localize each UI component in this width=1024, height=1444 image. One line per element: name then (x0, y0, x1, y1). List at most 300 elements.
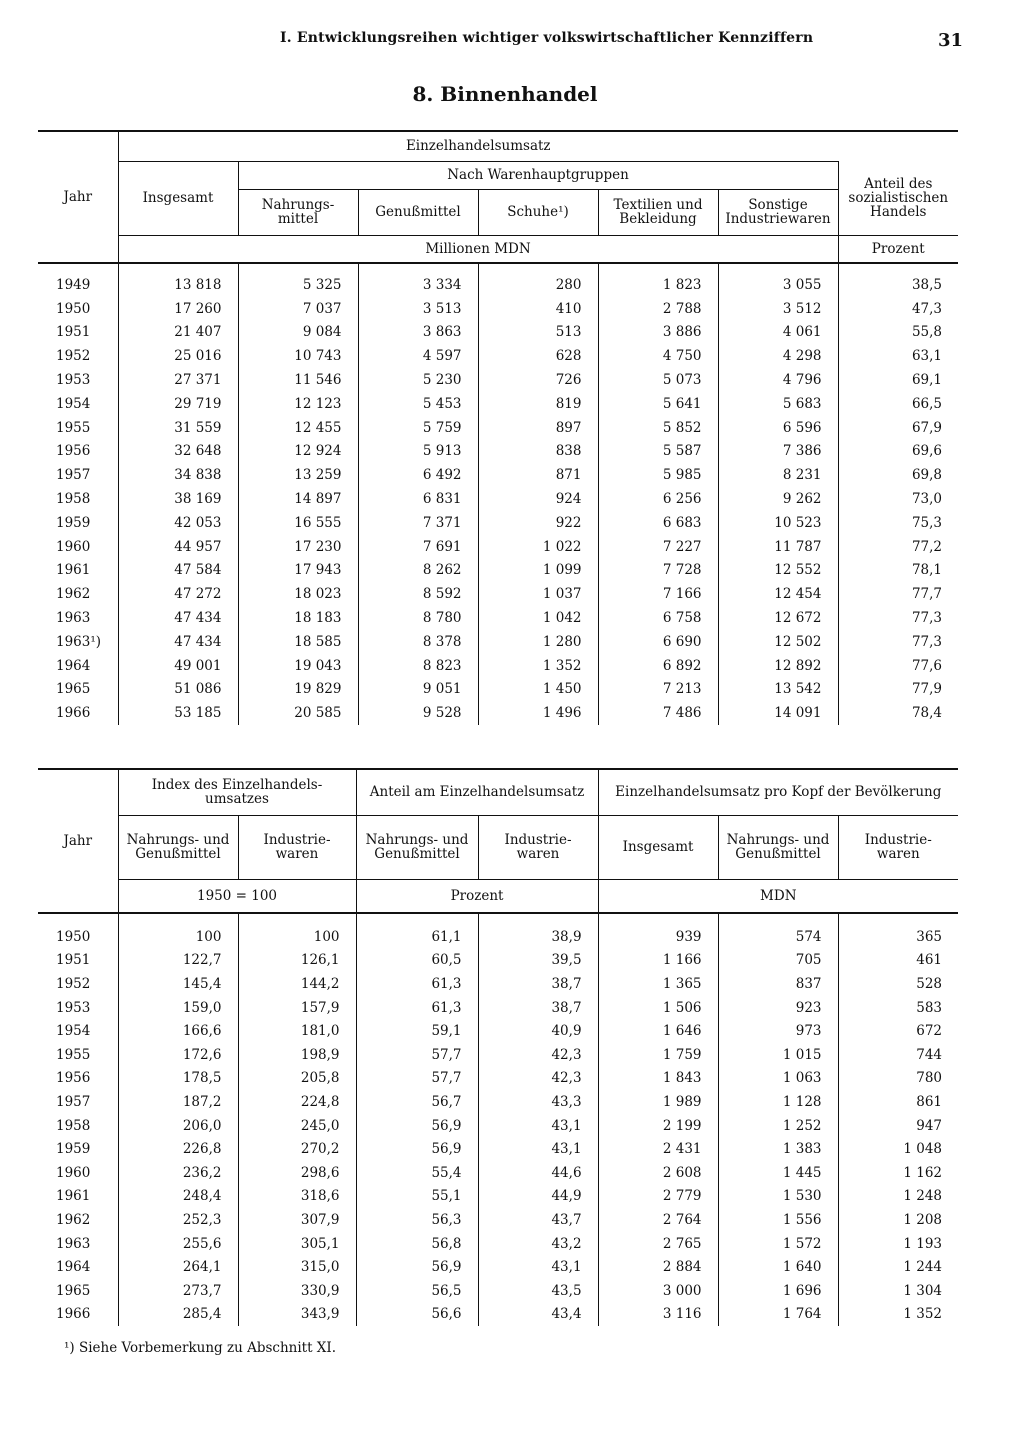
table-row (38, 1279, 958, 1303)
value-cell: 38 169 (118, 487, 238, 511)
group-einzelhandelsumsatz-header: Einzelhandelsumsatz (118, 131, 838, 161)
value-cell: 1 166 (598, 949, 718, 973)
year-cell: 1965 (56, 1282, 91, 1299)
value-cell: 726 (478, 368, 598, 392)
value-cell: 1 015 (718, 1043, 838, 1067)
value-cell: 56,5 (356, 1279, 478, 1303)
value-cell: 181,0 (238, 1019, 356, 1043)
value-cell: 38,5 (838, 273, 958, 297)
value-cell: 16 555 (238, 511, 358, 535)
value-cell: 1 352 (838, 1303, 958, 1327)
value-cell: 410 (478, 297, 598, 321)
value-cell: 53 185 (118, 701, 238, 725)
value-cell: 3 513 (358, 297, 478, 321)
value-cell: 12 502 (718, 630, 838, 654)
value-cell: 5 230 (358, 368, 478, 392)
value-cell: 18 585 (238, 630, 358, 654)
year-cell: 1959 (56, 514, 91, 531)
value-cell: 44 957 (118, 535, 238, 559)
value-cell: 55,8 (838, 321, 958, 345)
value-cell: 13 259 (238, 463, 358, 487)
value-cell: 73,0 (838, 487, 958, 511)
value-cell: 1 496 (478, 701, 598, 725)
year-cell: 1961 (56, 1188, 91, 1205)
unit-index-base: 1950 = 100 (118, 879, 356, 913)
col-anteil-industrie-header: Industrie- waren (478, 815, 598, 879)
value-cell: 17 230 (238, 535, 358, 559)
value-cell: 1 280 (478, 630, 598, 654)
footnote: ¹) Siehe Vorbemerkung zu Abschnitt XI. (64, 1340, 337, 1356)
value-cell: 705 (718, 949, 838, 973)
table-row (38, 1161, 958, 1185)
value-cell: 1 037 (478, 582, 598, 606)
value-cell: 66,5 (838, 392, 958, 416)
value-cell: 1 162 (838, 1161, 958, 1185)
value-cell: 744 (838, 1043, 958, 1067)
value-cell: 14 897 (238, 487, 358, 511)
value-cell: 43,1 (478, 1137, 598, 1161)
value-cell: 77,9 (838, 678, 958, 702)
value-cell: 245,0 (238, 1114, 356, 1138)
value-cell: 47,3 (838, 297, 958, 321)
value-cell: 43,1 (478, 1114, 598, 1138)
value-cell: 6 596 (718, 416, 838, 440)
value-cell: 49 001 (118, 654, 238, 678)
value-cell: 69,8 (838, 463, 958, 487)
table-row (38, 1090, 958, 1114)
value-cell: 924 (478, 487, 598, 511)
year-cell: 1960 (56, 1164, 91, 1181)
value-cell: 4 750 (598, 344, 718, 368)
year-cell: 1965 (56, 681, 91, 698)
value-cell: 47 272 (118, 582, 238, 606)
value-cell: 77,2 (838, 535, 958, 559)
table-row (38, 440, 958, 464)
value-cell: 1 696 (718, 1279, 838, 1303)
value-cell: 17 943 (238, 559, 358, 583)
col-nahrungsmittel-header: Nahrungs- mittel (238, 189, 358, 235)
value-cell: 1 063 (718, 1067, 838, 1091)
value-cell: 2 788 (598, 297, 718, 321)
value-cell: 157,9 (238, 996, 356, 1020)
value-cell: 330,9 (238, 1279, 356, 1303)
value-cell: 77,6 (838, 654, 958, 678)
table-row (38, 1137, 958, 1161)
year-cell: 1966 (56, 705, 91, 722)
unit-prozent: Prozent (356, 879, 598, 913)
value-cell: 2 779 (598, 1185, 718, 1209)
value-cell: 583 (838, 996, 958, 1020)
value-cell: 5 587 (598, 440, 718, 464)
value-cell: 1 022 (478, 535, 598, 559)
value-cell: 973 (718, 1019, 838, 1043)
group-pro-kopf-header: Einzelhandelsumsatz pro Kopf der Bevölkerung (598, 769, 958, 815)
unit-mdn: MDN (598, 879, 958, 913)
value-cell: 513 (478, 321, 598, 345)
value-cell: 56,8 (356, 1232, 478, 1256)
value-cell: 1 450 (478, 678, 598, 702)
value-cell: 1 530 (718, 1185, 838, 1209)
table-row (38, 606, 958, 630)
year-cell: 1957 (56, 467, 91, 484)
year-cell: 1953 (56, 372, 91, 389)
value-cell: 178,5 (118, 1067, 238, 1091)
value-cell: 205,8 (238, 1067, 356, 1091)
value-cell: 78,1 (838, 559, 958, 583)
year-cell: 1960 (56, 538, 91, 555)
value-cell: 38,7 (478, 972, 598, 996)
year-cell: 1951 (56, 324, 91, 341)
value-cell: 145,4 (118, 972, 238, 996)
value-cell: 1 248 (838, 1185, 958, 1209)
value-cell: 5 683 (718, 392, 838, 416)
table-row (38, 392, 958, 416)
value-cell: 1 252 (718, 1114, 838, 1138)
value-cell: 1 244 (838, 1255, 958, 1279)
value-cell: 574 (718, 925, 838, 949)
table-row (38, 1019, 958, 1043)
value-cell: 1 556 (718, 1208, 838, 1232)
value-cell: 6 892 (598, 654, 718, 678)
value-cell: 307,9 (238, 1208, 356, 1232)
value-cell: 1 640 (718, 1255, 838, 1279)
value-cell: 13 542 (718, 678, 838, 702)
value-cell: 47 434 (118, 630, 238, 654)
col-kopf-industrie-header: Industrie- waren (838, 815, 958, 879)
value-cell: 8 823 (358, 654, 478, 678)
value-cell: 206,0 (118, 1114, 238, 1138)
table-row (38, 1067, 958, 1091)
unit-millionen-mdn: Millionen MDN (118, 235, 838, 263)
retail-index-table (38, 768, 958, 1326)
value-cell: 4 597 (358, 344, 478, 368)
value-cell: 6 492 (358, 463, 478, 487)
table-row (38, 701, 958, 725)
value-cell: 13 818 (118, 273, 238, 297)
value-cell: 270,2 (238, 1137, 356, 1161)
value-cell: 144,2 (238, 972, 356, 996)
value-cell: 1 646 (598, 1019, 718, 1043)
value-cell: 61,1 (356, 925, 478, 949)
col-textilien-header: Textilien und Bekleidung (598, 189, 718, 235)
value-cell: 7 386 (718, 440, 838, 464)
value-cell: 2 199 (598, 1114, 718, 1138)
value-cell: 19 043 (238, 654, 358, 678)
value-cell: 5 073 (598, 368, 718, 392)
value-cell: 159,0 (118, 996, 238, 1020)
value-cell: 172,6 (118, 1043, 238, 1067)
value-cell: 56,3 (356, 1208, 478, 1232)
value-cell: 44,9 (478, 1185, 598, 1209)
value-cell: 4 796 (718, 368, 838, 392)
value-cell: 40,9 (478, 1019, 598, 1043)
value-cell: 69,1 (838, 368, 958, 392)
col-index-industrie-header: Industrie- waren (238, 815, 356, 879)
value-cell: 6 256 (598, 487, 718, 511)
unit-prozent: Prozent (838, 235, 958, 263)
value-cell: 922 (478, 511, 598, 535)
value-cell: 60,5 (356, 949, 478, 973)
value-cell: 1 304 (838, 1279, 958, 1303)
value-cell: 628 (478, 344, 598, 368)
table-row (38, 321, 958, 345)
value-cell: 56,7 (356, 1090, 478, 1114)
value-cell: 5 759 (358, 416, 478, 440)
value-cell: 43,3 (478, 1090, 598, 1114)
value-cell: 9 051 (358, 678, 478, 702)
section-title: 8. Binnenhandel (412, 82, 598, 106)
value-cell: 1 208 (838, 1208, 958, 1232)
year-cell: 1954 (56, 395, 91, 412)
value-cell: 126,1 (238, 949, 356, 973)
year-cell: 1952 (56, 348, 91, 365)
table-row (38, 535, 958, 559)
value-cell: 5 852 (598, 416, 718, 440)
value-cell: 4 061 (718, 321, 838, 345)
table-row (38, 949, 958, 973)
value-cell: 5 641 (598, 392, 718, 416)
year-cell: 1951 (56, 952, 91, 969)
col-anteil-header: Anteil des sozialistischen Handels (838, 161, 958, 235)
value-cell: 4 298 (718, 344, 838, 368)
value-cell: 8 592 (358, 582, 478, 606)
value-cell: 57,7 (356, 1043, 478, 1067)
table-row (38, 925, 958, 949)
value-cell: 264,1 (118, 1255, 238, 1279)
value-cell: 47 584 (118, 559, 238, 583)
value-cell: 897 (478, 416, 598, 440)
value-cell: 7 166 (598, 582, 718, 606)
value-cell: 7 691 (358, 535, 478, 559)
group-warenhauptgruppen-header: Nach Warenhauptgruppen (238, 161, 838, 189)
value-cell: 947 (838, 1114, 958, 1138)
table-row (38, 416, 958, 440)
value-cell: 12 552 (718, 559, 838, 583)
value-cell: 27 371 (118, 368, 238, 392)
value-cell: 1 099 (478, 559, 598, 583)
value-cell: 32 648 (118, 440, 238, 464)
table-row (38, 1232, 958, 1256)
value-cell: 39,5 (478, 949, 598, 973)
table-row (38, 678, 958, 702)
table-row (38, 582, 958, 606)
group-anteil-header: Anteil am Einzelhandelsumsatz (356, 769, 598, 815)
year-cell: 1962 (56, 1211, 91, 1228)
year-cell: 1959 (56, 1141, 91, 1158)
value-cell: 11 546 (238, 368, 358, 392)
year-cell: 1962 (56, 586, 91, 603)
value-cell: 3 000 (598, 1279, 718, 1303)
value-cell: 1 042 (478, 606, 598, 630)
value-cell: 187,2 (118, 1090, 238, 1114)
value-cell: 44,6 (478, 1161, 598, 1185)
value-cell: 42,3 (478, 1067, 598, 1091)
value-cell: 100 (238, 925, 356, 949)
value-cell: 923 (718, 996, 838, 1020)
table-row (38, 511, 958, 535)
value-cell: 56,9 (356, 1114, 478, 1138)
value-cell: 55,4 (356, 1161, 478, 1185)
value-cell: 5 325 (238, 273, 358, 297)
table-row (38, 344, 958, 368)
table-row (38, 463, 958, 487)
year-cell: 1963¹) (56, 633, 102, 650)
value-cell: 7 486 (598, 701, 718, 725)
value-cell: 18 183 (238, 606, 358, 630)
value-cell: 69,6 (838, 440, 958, 464)
value-cell: 343,9 (238, 1303, 356, 1327)
value-cell: 672 (838, 1019, 958, 1043)
value-cell: 10 743 (238, 344, 358, 368)
value-cell: 12 892 (718, 654, 838, 678)
col-kopf-nahrung-header: Nahrungs- und Genußmittel (718, 815, 838, 879)
value-cell: 861 (838, 1090, 958, 1114)
table-row (38, 1208, 958, 1232)
value-cell: 77,3 (838, 630, 958, 654)
value-cell: 1 759 (598, 1043, 718, 1067)
value-cell: 3 334 (358, 273, 478, 297)
col-index-nahrung-header: Nahrungs- und Genußmittel (118, 815, 238, 879)
value-cell: 75,3 (838, 511, 958, 535)
value-cell: 9 528 (358, 701, 478, 725)
value-cell: 7 371 (358, 511, 478, 535)
table-row (38, 559, 958, 583)
value-cell: 1 193 (838, 1232, 958, 1256)
value-cell: 1 365 (598, 972, 718, 996)
value-cell: 61,3 (356, 972, 478, 996)
value-cell: 7 227 (598, 535, 718, 559)
value-cell: 461 (838, 949, 958, 973)
year-cell: 1964 (56, 1259, 91, 1276)
value-cell: 8 231 (718, 463, 838, 487)
value-cell: 224,8 (238, 1090, 356, 1114)
year-cell: 1949 (56, 276, 91, 293)
table-row (38, 1185, 958, 1209)
value-cell: 939 (598, 925, 718, 949)
value-cell: 25 016 (118, 344, 238, 368)
value-cell: 1 764 (718, 1303, 838, 1327)
value-cell: 47 434 (118, 606, 238, 630)
value-cell: 100 (118, 925, 238, 949)
value-cell: 166,6 (118, 1019, 238, 1043)
col-kopf-insgesamt-header: Insgesamt (598, 815, 718, 879)
value-cell: 43,2 (478, 1232, 598, 1256)
value-cell: 315,0 (238, 1255, 356, 1279)
col-schuhe-header: Schuhe¹) (478, 189, 598, 235)
value-cell: 10 523 (718, 511, 838, 535)
value-cell: 7 728 (598, 559, 718, 583)
value-cell: 3 116 (598, 1303, 718, 1327)
year-cell: 1955 (56, 1046, 91, 1063)
value-cell: 7 213 (598, 678, 718, 702)
value-cell: 122,7 (118, 949, 238, 973)
value-cell: 226,8 (118, 1137, 238, 1161)
page-number: 31 (938, 30, 964, 51)
value-cell: 285,4 (118, 1303, 238, 1327)
value-cell: 1 823 (598, 273, 718, 297)
running-head: I. Entwicklungsreihen wichtiger volkswirtschaftlicher Kennziffern (280, 30, 814, 46)
table-row (38, 1114, 958, 1138)
value-cell: 31 559 (118, 416, 238, 440)
year-cell: 1963 (56, 610, 91, 627)
year-cell: 1950 (56, 300, 91, 317)
value-cell: 6 683 (598, 511, 718, 535)
year-cell: 1953 (56, 999, 91, 1016)
value-cell: 51 086 (118, 678, 238, 702)
value-cell: 1 048 (838, 1137, 958, 1161)
year-cell: 1964 (56, 657, 91, 674)
value-cell: 255,6 (118, 1232, 238, 1256)
year-cell: 1966 (56, 1306, 91, 1323)
year-cell: 1956 (56, 443, 91, 460)
value-cell: 78,4 (838, 701, 958, 725)
value-cell: 77,3 (838, 606, 958, 630)
value-cell: 1 843 (598, 1067, 718, 1091)
value-cell: 2 765 (598, 1232, 718, 1256)
table-row (38, 487, 958, 511)
value-cell: 56,6 (356, 1303, 478, 1327)
value-cell: 19 829 (238, 678, 358, 702)
value-cell: 8 378 (358, 630, 478, 654)
value-cell: 5 985 (598, 463, 718, 487)
table-row (38, 1043, 958, 1067)
col-jahr-header: Jahr (38, 769, 118, 913)
col-anteil-nahrung-header: Nahrungs- und Genußmittel (356, 815, 478, 879)
value-cell: 365 (838, 925, 958, 949)
value-cell: 59,1 (356, 1019, 478, 1043)
year-cell: 1955 (56, 419, 91, 436)
table-row (38, 297, 958, 321)
value-cell: 42,3 (478, 1043, 598, 1067)
value-cell: 57,7 (356, 1067, 478, 1091)
group-index-header: Index des Einzelhandels- umsatzes (118, 769, 356, 815)
value-cell: 3 886 (598, 321, 718, 345)
value-cell: 837 (718, 972, 838, 996)
value-cell: 2 431 (598, 1137, 718, 1161)
value-cell: 21 407 (118, 321, 238, 345)
value-cell: 318,6 (238, 1185, 356, 1209)
value-cell: 273,7 (118, 1279, 238, 1303)
value-cell: 528 (838, 972, 958, 996)
value-cell: 2 764 (598, 1208, 718, 1232)
value-cell: 5 453 (358, 392, 478, 416)
value-cell: 780 (838, 1067, 958, 1091)
value-cell: 20 585 (238, 701, 358, 725)
table-row (38, 368, 958, 392)
col-sonstige-header: Sonstige Industriewaren (718, 189, 838, 235)
value-cell: 2 884 (598, 1255, 718, 1279)
value-cell: 1 352 (478, 654, 598, 678)
value-cell: 3 863 (358, 321, 478, 345)
value-cell: 819 (478, 392, 598, 416)
value-cell: 11 787 (718, 535, 838, 559)
value-cell: 63,1 (838, 344, 958, 368)
value-cell: 236,2 (118, 1161, 238, 1185)
value-cell: 252,3 (118, 1208, 238, 1232)
value-cell: 17 260 (118, 297, 238, 321)
table-row (38, 273, 958, 297)
col-jahr-header: Jahr (38, 131, 118, 263)
value-cell: 9 084 (238, 321, 358, 345)
value-cell: 1 506 (598, 996, 718, 1020)
value-cell: 7 037 (238, 297, 358, 321)
table-row (38, 1255, 958, 1279)
value-cell: 38,7 (478, 996, 598, 1020)
value-cell: 56,9 (356, 1255, 478, 1279)
value-cell: 38,9 (478, 925, 598, 949)
value-cell: 43,5 (478, 1279, 598, 1303)
retail-turnover-table (38, 130, 958, 725)
